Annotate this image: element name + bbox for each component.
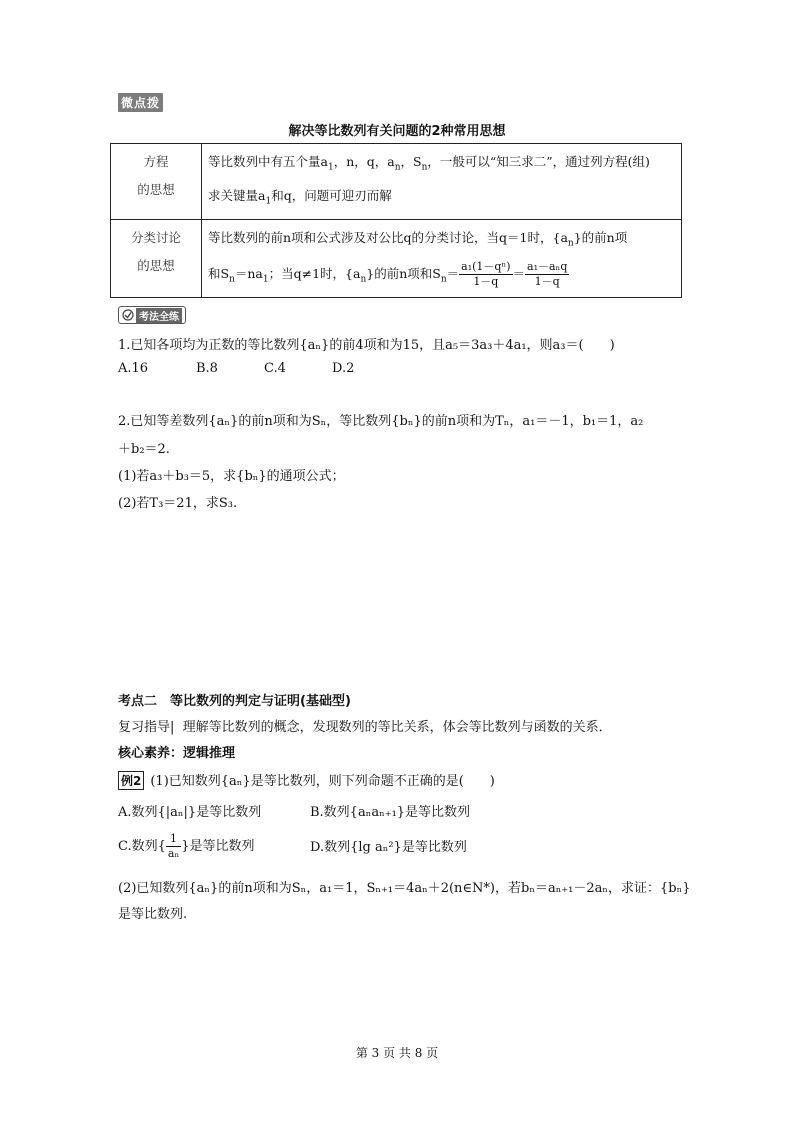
row1-content: 等比数列中有五个量$a_1$，n，q，$a_n$，$S_n$，一般可以“知三求二”，通过列方程(组) 求关键量$a_1$和q，问题可迎刃而解 — [202, 144, 682, 220]
example-2-part2-line1: (2)已知数列{aₙ}的前n项和为Sₙ，a₁＝1，Sₙ₊₁＝4aₙ＋2(n∈N*)，若bₙ＝aₙ₊₁－2aₙ，求证：{bₙ} — [118, 881, 691, 896]
question-1-stem: 1.已知各项均为正数的等比数列{aₙ}的前4项和为15，且a₅＝3a₃＋4a₁，则a₃＝( ) — [118, 338, 615, 353]
page-footer: 第 3 页 共 8 页 — [355, 1046, 439, 1060]
fraction: $\frac{\text{a₁－aₙq}}{1-q}$ — [527, 259, 568, 288]
fraction: $\frac{1}{\text{aₙ}}$ — [167, 832, 180, 860]
example-2-part2-line2: 是等比数列. — [118, 907, 188, 922]
choice-a: A.数列{|aₙ|}是等比数列 — [118, 805, 262, 820]
review-guide: 复习指导| 理解等比数列的概念，发现数列的等比关系，体会等比数列与函数的关系． — [118, 720, 612, 735]
choice-b: B.数列{aₙaₙ₊₁}是等比数列 — [310, 805, 471, 820]
question-1-choices — [118, 361, 354, 376]
fraction: $\frac{\text{a₁(1－qⁿ)}}{1-q}$ — [461, 259, 511, 288]
methods-table — [110, 143, 682, 298]
question-2-line2: ＋b₂＝2. — [118, 442, 170, 457]
choice-c: C.数列{ $\frac{1}{\text{aₙ}}$ }是等比数列 — [118, 832, 255, 860]
check-icon — [122, 309, 134, 321]
choice-a: A.16 — [118, 361, 149, 376]
question-2-part1: (1)若a₃＋b₃＝5，求{bₙ}的通项公式； — [118, 469, 345, 484]
row2-key: 分类讨论 的思想 — [111, 220, 202, 298]
core-literacy: 核心素养：逻辑推理 — [118, 746, 236, 761]
table-title: 解决等比数列有关问题的2种常用思想 — [288, 124, 506, 139]
example-2-stem: 例2 (1)已知数列{aₙ}是等比数列，则下列命题不正确的是( ) — [118, 770, 495, 790]
row2-content: 等比数列的前n项和公式涉及对公比q的分类讨论，当q＝1时，$\{a_n\}$的前n项 和$S_n=na_1$；当q≠1时，$\{a_n\}$的前n项和$S_n=$ $\frac{\text{a₁(1－qⁿ)}}{1-q}$ ＝ $\frac{\text{a₁－aₙq}}{1-q}$ — [202, 220, 682, 298]
table-row — [111, 144, 682, 220]
choice-d: D.2 — [332, 361, 355, 376]
row1-key: 方程 的思想 — [111, 144, 202, 220]
choice-c: C.4 — [264, 361, 286, 376]
micro-tip-tag: 微点拨 — [118, 93, 163, 112]
choice-d: D.数列{lg aₙ²}是等比数列 — [310, 840, 467, 855]
table-row — [111, 220, 682, 298]
section-heading: 考点二 等比数列的判定与证明(基础型) — [118, 694, 351, 709]
question-2-line1: 2.已知等差数列{aₙ}的前n项和为Sₙ，等比数列{bₙ}的前n项和为Tₙ，a₁＝－1，b₁＝1，a₂ — [118, 414, 644, 429]
practice-badge: 考法全练 — [118, 306, 186, 324]
example-label: 例2 — [118, 771, 144, 790]
question-2-part2: (2)若T₃＝21，求S₃. — [118, 496, 238, 511]
choice-b: B.8 — [196, 361, 218, 376]
